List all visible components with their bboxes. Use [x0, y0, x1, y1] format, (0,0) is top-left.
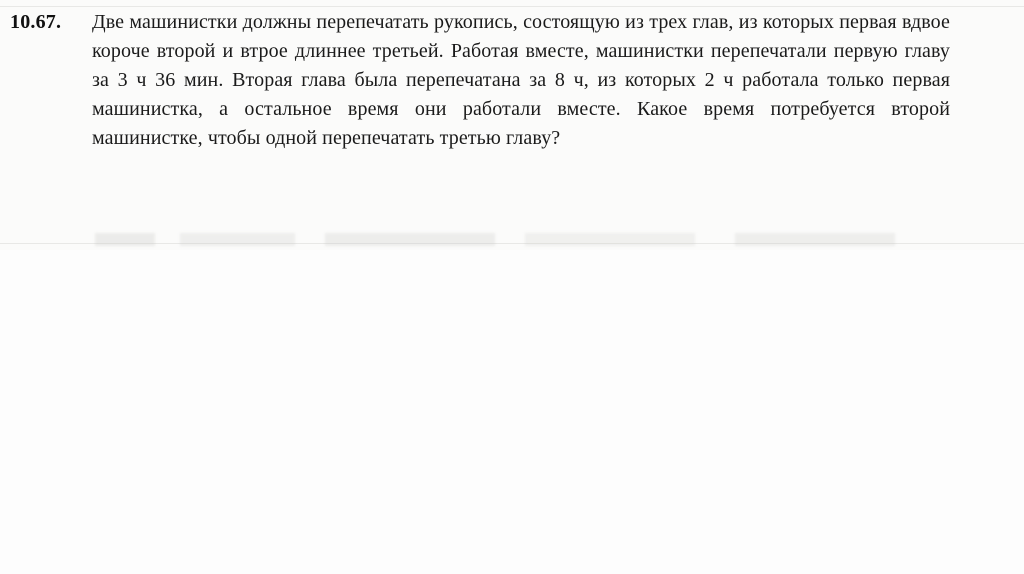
problem-text-container [92, 8, 950, 153]
problem-block [10, 8, 950, 153]
scan-rule-top [0, 6, 1024, 7]
faded-text-remnant [95, 233, 935, 246]
problem-text: Две машинистки должны перепечатать рукопись, состоящую из трех глав, из которых первая вдвое короче второй и втрое длиннее третьей. Работая вместе, машинистки перепечатали первую главу за 3 ч 36 мин. Вторая глава была перепечатана за 8 ч, из которых 2 ч работала только первая машинистка, а остальное время они работали вместе. Какое время потребуется второй машинистке, чтобы одной перепечатать третью главу? [92, 11, 950, 149]
problem-number: 10.67. [10, 11, 62, 33]
